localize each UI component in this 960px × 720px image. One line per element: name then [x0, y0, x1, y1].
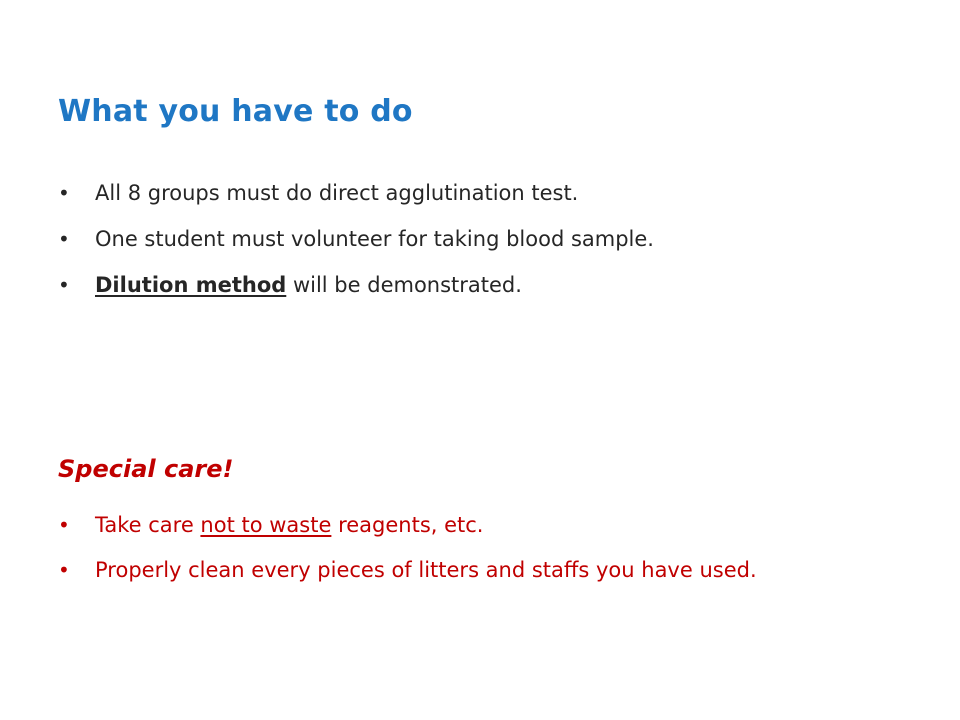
slide-title: What you have to do: [58, 94, 413, 129]
care-heading: Special care!: [58, 455, 234, 483]
list-item: [58, 226, 654, 272]
list-item: [58, 512, 757, 557]
task-text: One student must volunteer for taking blood sample.: [95, 227, 654, 251]
bullet-icon: •: [58, 513, 70, 537]
bullet-icon: •: [58, 181, 70, 205]
care-text: Properly clean every pieces of litters and staffs you have used.: [95, 558, 757, 582]
care-list: [58, 512, 757, 602]
list-item: [58, 557, 757, 602]
task-text: All 8 groups must do direct agglutination test.: [95, 181, 579, 205]
task-text: will be demonstrated.: [286, 273, 522, 297]
care-text: reagents, etc.: [331, 513, 484, 537]
task-emphasis: Dilution method: [95, 273, 287, 297]
bullet-icon: •: [58, 227, 70, 251]
bullet-icon: •: [58, 273, 70, 297]
care-text: Take care: [95, 513, 201, 537]
bullet-icon: •: [58, 558, 70, 582]
list-item: [58, 272, 654, 318]
list-item: [58, 180, 654, 226]
task-list: [58, 180, 654, 318]
care-underlined-text: not to waste: [200, 513, 332, 537]
